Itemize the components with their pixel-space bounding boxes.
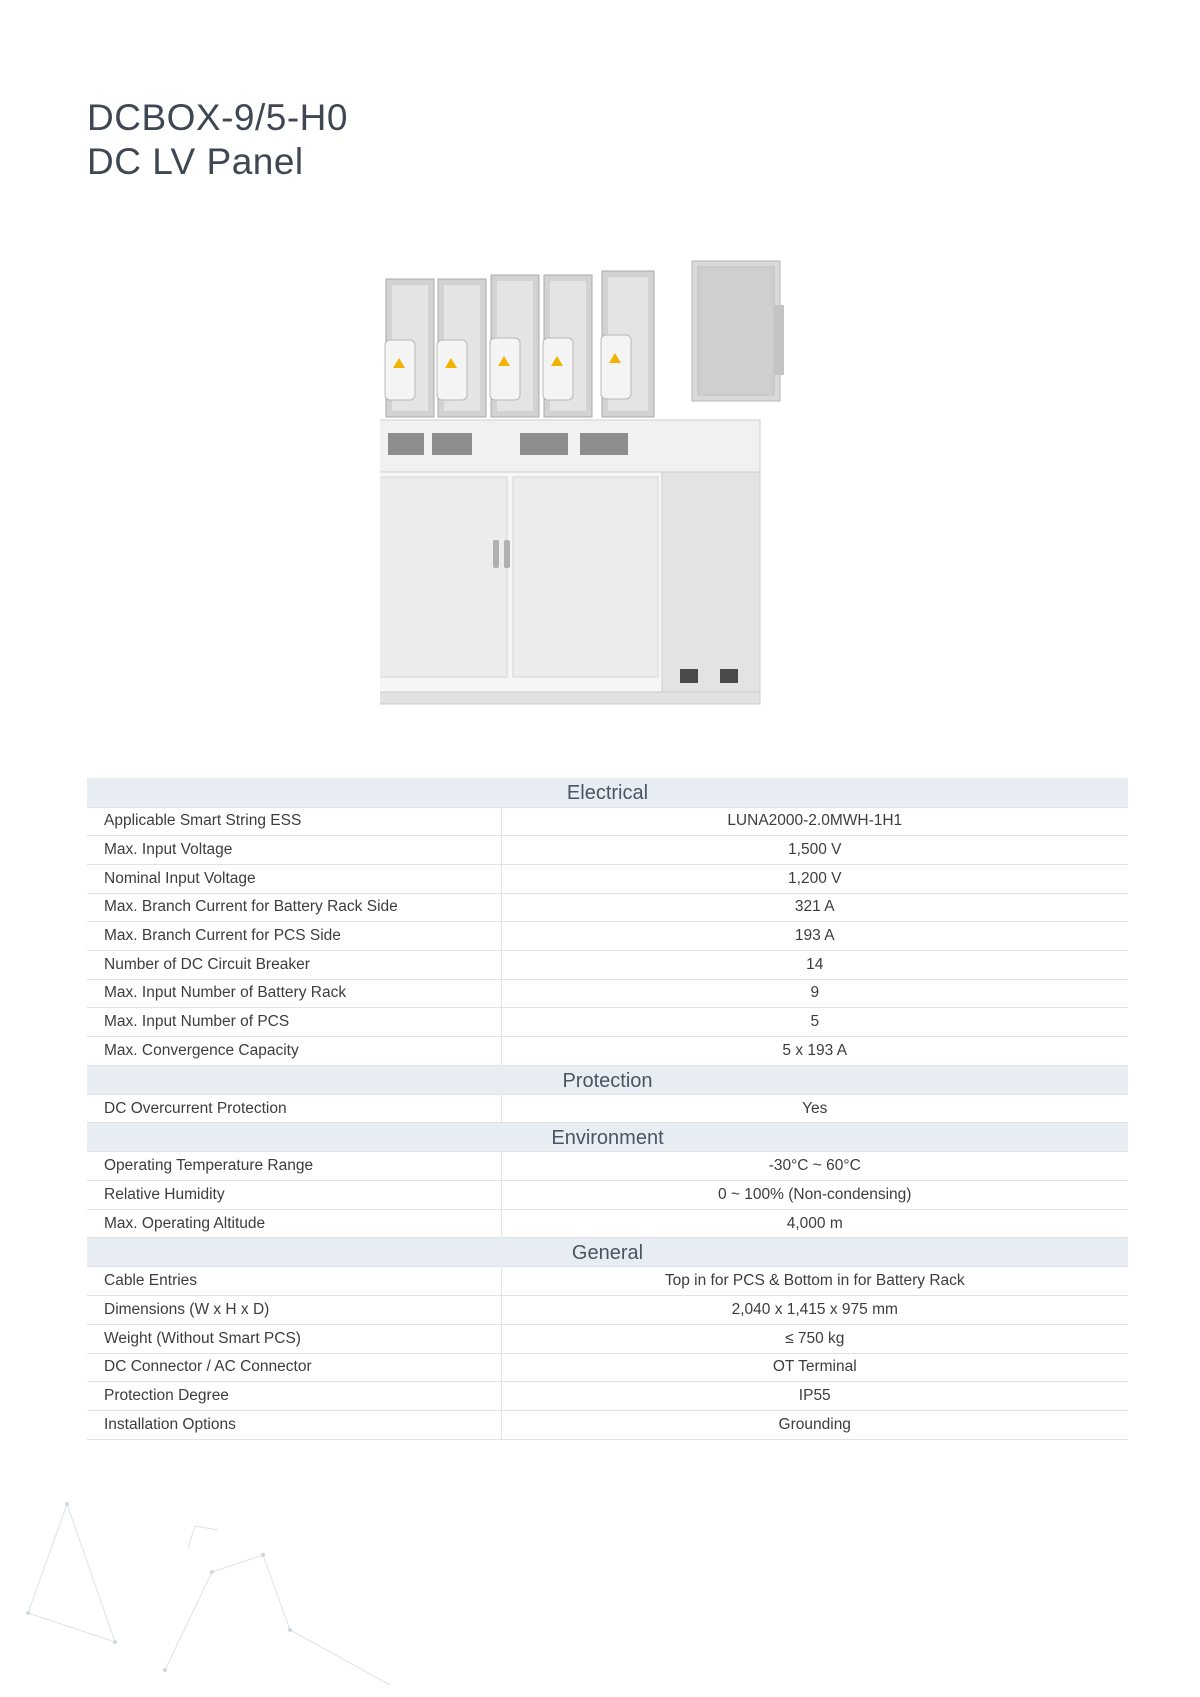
pcs-module-back <box>692 261 784 401</box>
spec-label: Max. Input Number of PCS <box>87 1008 501 1037</box>
spec-value: ≤ 750 kg <box>501 1324 1128 1353</box>
spec-label: Max. Input Voltage <box>87 836 501 865</box>
decorative-line-pattern <box>0 1490 420 1697</box>
spec-value: Grounding <box>501 1410 1128 1439</box>
table-row <box>87 1382 1128 1411</box>
spec-label: Protection Degree <box>87 1382 501 1411</box>
section-protection-header <box>87 1065 1128 1094</box>
spec-value: IP55 <box>501 1382 1128 1411</box>
section-title: General <box>87 1238 1128 1267</box>
pcs-module-2 <box>437 279 486 417</box>
spec-label: Dimensions (W x H x D) <box>87 1296 501 1325</box>
table-row <box>87 979 1128 1008</box>
model-title: DCBOX-9/5-H0 <box>87 97 348 138</box>
table-row <box>87 1209 1128 1238</box>
spec-label: Max. Convergence Capacity <box>87 1037 501 1066</box>
section-environment-header <box>87 1123 1128 1152</box>
table-row <box>87 922 1128 951</box>
spec-value: 9 <box>501 979 1128 1008</box>
spec-value: 1,500 V <box>501 836 1128 865</box>
cabinet-body <box>380 420 760 704</box>
spec-value: 1,200 V <box>501 864 1128 893</box>
spec-label: Number of DC Circuit Breaker <box>87 950 501 979</box>
table-row <box>87 1267 1128 1296</box>
table-row <box>87 807 1128 836</box>
table-row <box>87 1324 1128 1353</box>
table-row <box>87 1296 1128 1325</box>
table-row <box>87 1181 1128 1210</box>
spec-value: 321 A <box>501 893 1128 922</box>
section-title: Protection <box>87 1065 1128 1094</box>
table-row <box>87 1008 1128 1037</box>
spec-value: Top in for PCS & Bottom in for Battery Rack <box>501 1267 1128 1296</box>
table-row <box>87 1353 1128 1382</box>
spec-value: 5 <box>501 1008 1128 1037</box>
spec-value: Yes <box>501 1094 1128 1123</box>
section-title: Electrical <box>87 778 1128 807</box>
spec-label: Nominal Input Voltage <box>87 864 501 893</box>
table-row <box>87 893 1128 922</box>
spec-label: Operating Temperature Range <box>87 1152 501 1181</box>
dc-lv-panel-product-image <box>380 255 820 735</box>
spec-label: Weight (Without Smart PCS) <box>87 1324 501 1353</box>
product-name-title: DC LV Panel <box>87 141 304 182</box>
spec-label: Max. Operating Altitude <box>87 1209 501 1238</box>
table-row <box>87 836 1128 865</box>
spec-value: OT Terminal <box>501 1353 1128 1382</box>
spec-label: Relative Humidity <box>87 1181 501 1210</box>
spec-value: 193 A <box>501 922 1128 951</box>
pcs-module-4 <box>543 275 592 417</box>
section-electrical-header <box>87 778 1128 807</box>
pcs-module-3 <box>490 275 539 417</box>
specification-table <box>87 778 1128 1440</box>
spec-label: Cable Entries <box>87 1267 501 1296</box>
spec-label: Max. Branch Current for PCS Side <box>87 922 501 951</box>
table-row <box>87 864 1128 893</box>
spec-label: Installation Options <box>87 1410 501 1439</box>
spec-value: 4,000 m <box>501 1209 1128 1238</box>
spec-label: DC Connector / AC Connector <box>87 1353 501 1382</box>
table-row <box>87 1410 1128 1439</box>
spec-label: DC Overcurrent Protection <box>87 1094 501 1123</box>
section-title: Environment <box>87 1123 1128 1152</box>
table-row <box>87 950 1128 979</box>
pcs-module-5 <box>601 271 654 417</box>
spec-value: 14 <box>501 950 1128 979</box>
spec-label: Applicable Smart String ESS <box>87 807 501 836</box>
spec-value: 2,040 x 1,415 x 975 mm <box>501 1296 1128 1325</box>
table-row <box>87 1037 1128 1066</box>
table-row <box>87 1094 1128 1123</box>
spec-value: 5 x 193 A <box>501 1037 1128 1066</box>
pcs-module-1 <box>385 279 434 417</box>
section-general-header <box>87 1238 1128 1267</box>
page-title <box>87 96 348 184</box>
spec-value: LUNA2000-2.0MWH-1H1 <box>501 807 1128 836</box>
spec-label: Max. Input Number of Battery Rack <box>87 979 501 1008</box>
table-row <box>87 1152 1128 1181</box>
spec-value: 0 ~ 100% (Non-condensing) <box>501 1181 1128 1210</box>
spec-label: Max. Branch Current for Battery Rack Side <box>87 893 501 922</box>
spec-value: -30°C ~ 60°C <box>501 1152 1128 1181</box>
